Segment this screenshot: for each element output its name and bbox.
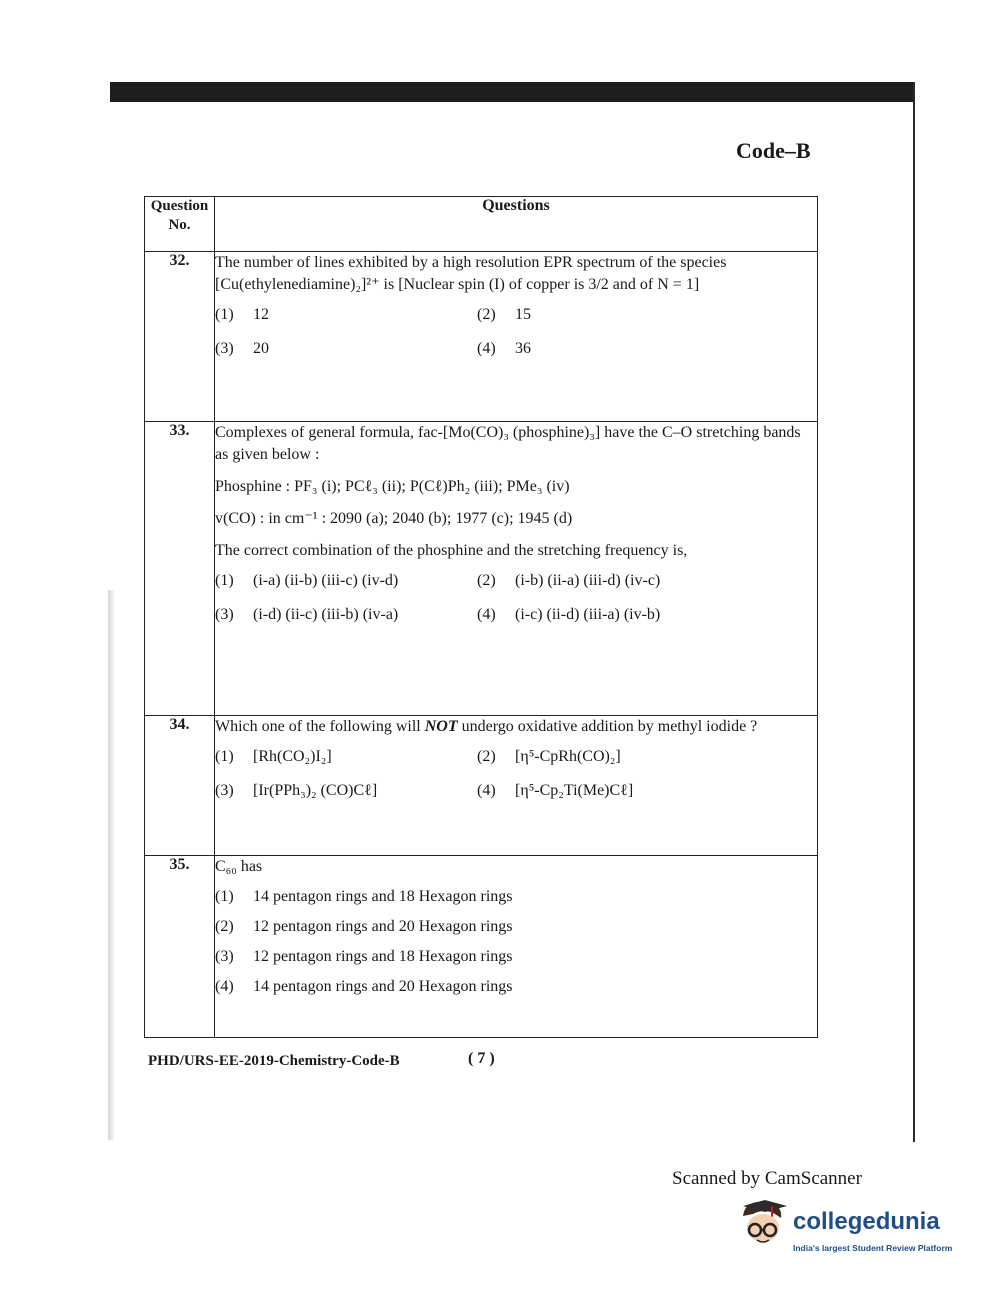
question-number: 33. — [145, 422, 215, 716]
option-number: (1) — [215, 572, 234, 589]
option-number: (4) — [477, 606, 496, 623]
option-number: (3) — [215, 606, 234, 623]
option — [215, 782, 477, 800]
options-grid — [215, 306, 817, 358]
option — [215, 606, 477, 624]
question-row — [145, 856, 818, 1038]
question-stem: C₆₀ has — [215, 858, 263, 875]
option-number: (2) — [477, 748, 496, 765]
option-text: 12 pentagon rings and 18 Hexagon rings — [253, 948, 513, 965]
question-stem: Complexes of general formula, fac-[Mo(CO)₃ (phosphine)₃] have the C–O stretching bands as given below : — [215, 424, 801, 463]
options-list — [215, 888, 817, 996]
option-text: 12 pentagon rings and 20 Hexagon rings — [253, 918, 513, 935]
question-no-header — [145, 197, 215, 252]
option — [215, 748, 477, 766]
scan-top-bar — [110, 82, 915, 102]
question-stem: The number of lines exhibited by a high resolution EPR spectrum of the species [Cu(ethylenediamine)₂]²⁺ is [Nuclear spin (I) of copper is 3/2 and of N = 1] — [215, 254, 727, 293]
option-text: 20 — [253, 340, 269, 357]
option-text: (i-b) (ii-a) (iii-d) (iv-c) — [515, 572, 661, 589]
option-number: (4) — [477, 340, 496, 357]
option — [477, 748, 817, 766]
option — [215, 978, 817, 996]
collegedunia-logo — [735, 1196, 965, 1266]
option-text: 14 pentagon rings and 18 Hexagon rings — [253, 888, 513, 905]
frequency-list: v(CO) : in cm⁻¹ : 2090 (a); 2040 (b); 1977 (c); 1945 (d) — [215, 510, 573, 527]
option-number: (1) — [215, 306, 234, 323]
stem-part: Which one of the following will — [215, 718, 425, 735]
phosphine-list: Phosphine : PF₃ (i); PCℓ₃ (ii); P(Cℓ)Ph₂ (iii); PMe₃ (iv) — [215, 478, 570, 495]
stem-part: undergo oxidative addition by methyl iodide ? — [457, 718, 758, 735]
option — [477, 306, 817, 324]
option-text: [η⁵-CpRh(CO)₂] — [515, 748, 621, 765]
table-header-row — [145, 197, 818, 252]
option-number: (2) — [477, 306, 496, 323]
scan-right-edge — [913, 82, 915, 1142]
option — [477, 340, 817, 358]
option-text: (i-a) (ii-b) (iii-c) (iv-d) — [253, 572, 399, 589]
option-number: (2) — [477, 572, 496, 589]
logo-wordmark: collegedunia — [793, 1208, 940, 1235]
options-grid — [215, 748, 817, 800]
question-row — [145, 252, 818, 422]
option-number: (3) — [215, 782, 234, 799]
option — [215, 888, 817, 906]
option-text: [η⁵-Cp₂Ti(Me)Cℓ] — [515, 782, 634, 799]
paper-code: Code–B — [736, 138, 811, 163]
option-number: (2) — [215, 918, 234, 935]
question-prompt: The correct combination of the phosphine and the stretching frequency is, — [215, 542, 688, 559]
option — [477, 606, 817, 624]
option-text: 36 — [515, 340, 531, 357]
option — [215, 918, 817, 936]
question-no-header-line2: No. — [168, 217, 191, 233]
question-body — [215, 856, 818, 1038]
option-text: (i-c) (ii-d) (iii-a) (iv-b) — [515, 606, 661, 623]
footer-code: PHD/URS-EE-2019-Chemistry-Code-B — [148, 1053, 400, 1069]
option — [215, 306, 477, 324]
student-mascot-icon — [735, 1196, 791, 1260]
question-stem — [215, 716, 817, 738]
option-text: [Rh(CO₂)I₂] — [253, 748, 332, 765]
option-number: (1) — [215, 888, 234, 905]
question-no-header-line1: Question — [150, 198, 209, 214]
question-body — [215, 252, 818, 422]
question-body — [215, 422, 818, 716]
option — [477, 782, 817, 800]
question-row — [145, 422, 818, 716]
option-number: (4) — [477, 782, 496, 799]
option-text: [Ir(PPh₃)₂ (CO)Cℓ] — [253, 782, 378, 799]
option-text: 15 — [515, 306, 531, 323]
option-text: 14 pentagon rings and 20 Hexagon rings — [253, 978, 513, 995]
option-text: (i-d) (ii-c) (iii-b) (iv-a) — [253, 606, 399, 623]
option-number: (3) — [215, 340, 234, 357]
question-body — [215, 716, 818, 856]
option — [215, 572, 477, 590]
scan-left-edge — [108, 590, 114, 1140]
option — [477, 572, 817, 590]
option-number: (3) — [215, 948, 234, 965]
option-number: (1) — [215, 748, 234, 765]
question-row — [145, 716, 818, 856]
logo-tagline: India's largest Student Review Platform — [793, 1243, 953, 1253]
question-number: 32. — [145, 252, 215, 422]
page-number: ( 7 ) — [468, 1050, 495, 1067]
question-number: 34. — [145, 716, 215, 856]
question-number: 35. — [145, 856, 215, 1038]
option — [215, 948, 817, 966]
option-text: 12 — [253, 306, 269, 323]
scanned-by-text: Scanned by CamScanner — [672, 1168, 862, 1189]
option — [215, 340, 477, 358]
questions-header: Questions — [215, 197, 818, 252]
options-grid — [215, 572, 817, 624]
option-number: (4) — [215, 978, 234, 995]
question-table — [144, 196, 818, 1038]
stem-emphasis: NOT — [424, 718, 458, 735]
